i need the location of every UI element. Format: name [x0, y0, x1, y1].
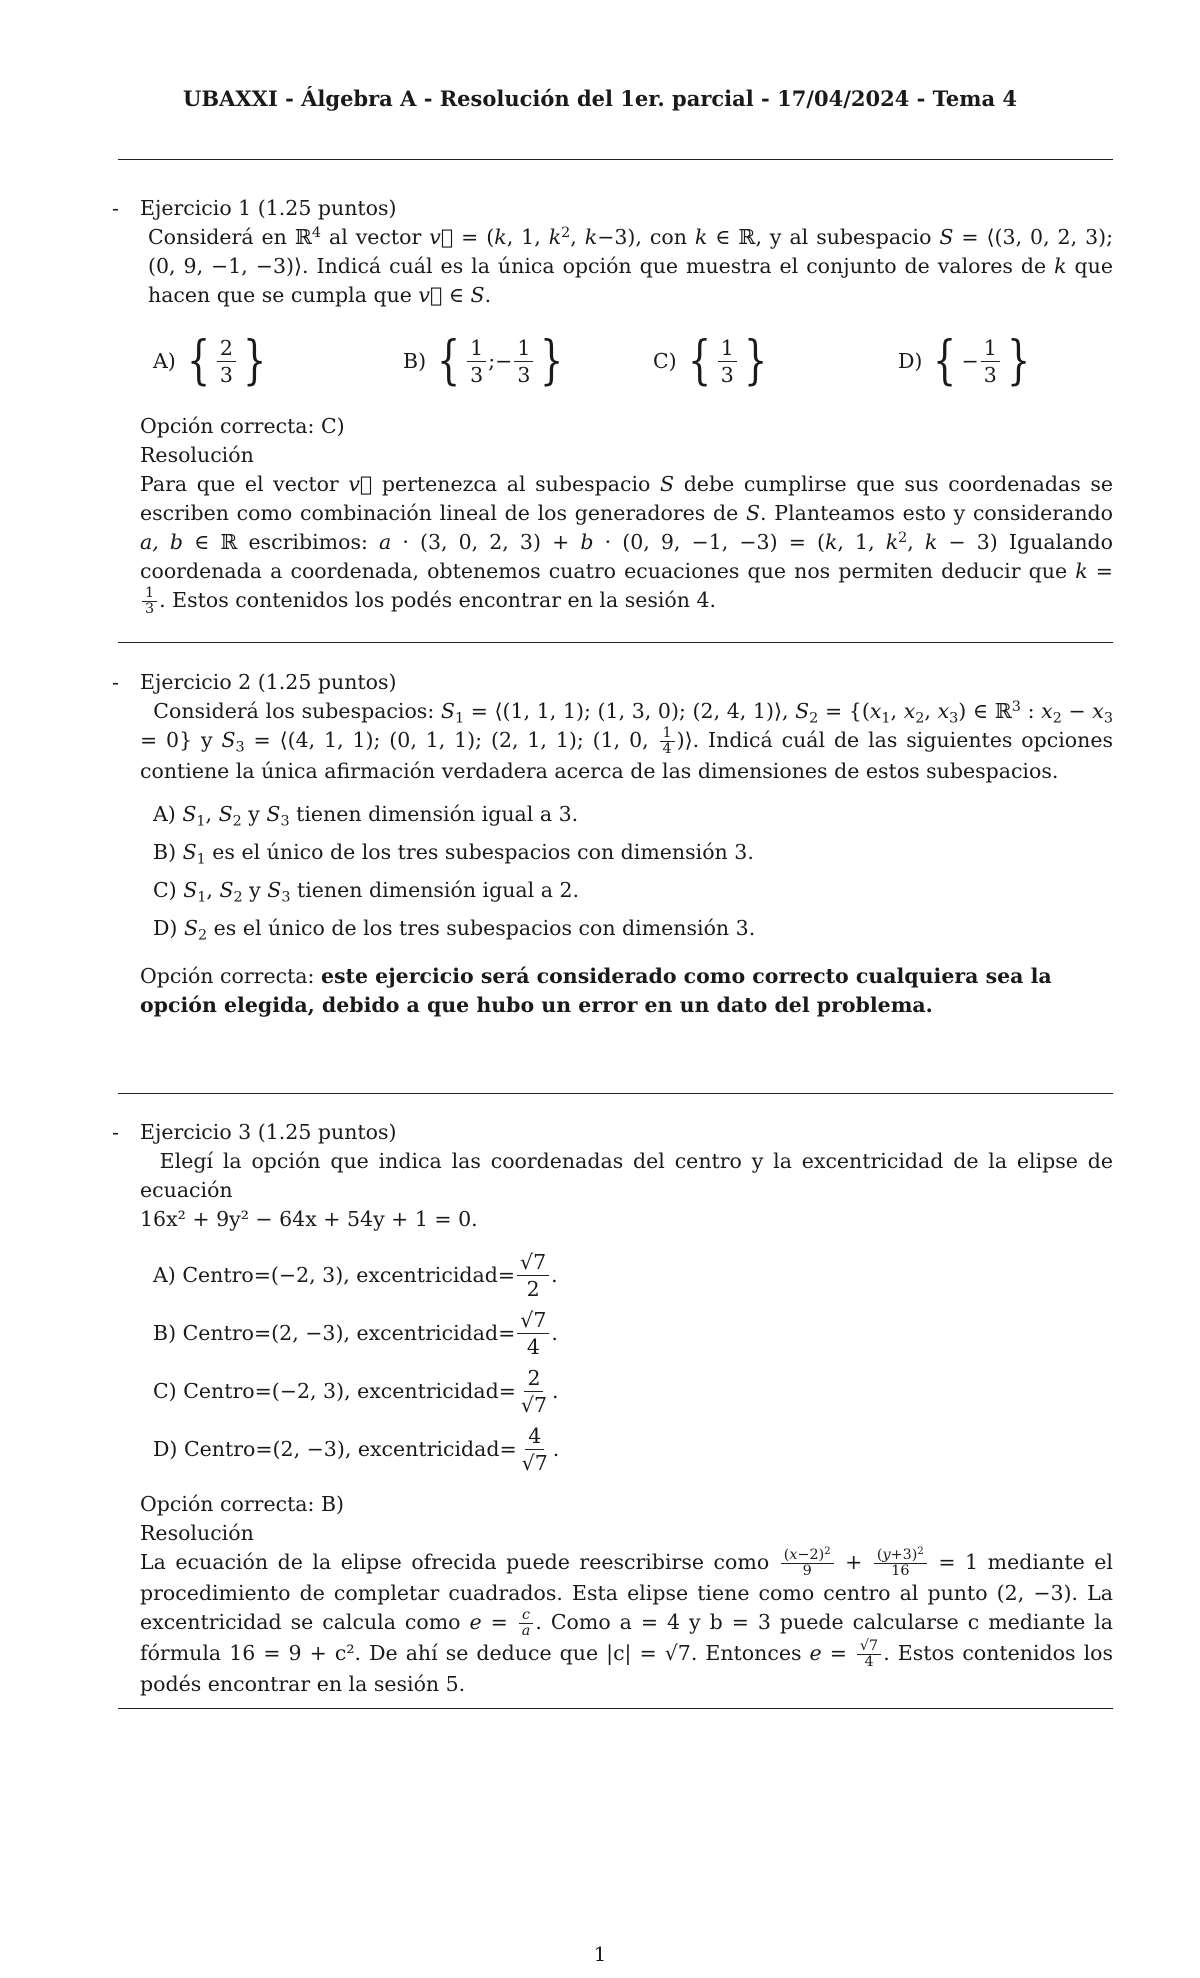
option-b: B) { $\frac{1}{3}$ ; − $\frac{1}{3}$ } [403, 331, 564, 391]
option-c: C) Centro=(−2, 3), excentricidad= $\frac{2}{√7}$ . [153, 1365, 559, 1417]
exercise-2-correct: Opción correcta: este ejercicio será considerado como correcto cualquiera sea la opción elegida, debido a que hubo un error en un dato del problema. [140, 964, 1052, 1017]
exercise-2-title: - Ejercicio 2 (1.25 puntos) [112, 670, 397, 694]
exercise-3-statement: Elegí la opción que indica las coordenadas del centro y la excentricidad de la elipse de ecuación [140, 1149, 1113, 1202]
option-d: D) { − $\frac{1}{3}$ } [898, 331, 1030, 391]
option-c: C) $S_1$, $S_2$ y $S_3$ tienen dimensión igual a 2. [153, 878, 580, 906]
exercise-1-title: - Ejercicio 1 (1.25 puntos) [112, 196, 397, 220]
exercise-3-resolution: La ecuación de la elipse ofrecida puede reescribirse como $\frac{(x-2)^2}{9}$ + $\frac{(y+3)^2}{16}$ = 1 mediante el procedimiento de completar cuadrados. Esta elipse tiene como centro al punto (2, −3). La excentricidad se calcula como e = $\frac{c}{a}$ . Como a = 4 y b = 3 puede calcularse c mediante la fórmula 16 = 9 + c². De ahí se deduce que |c| = √7. Entonces e = $\frac{√7}{4}$ . Estos contenidos los podés encontrar en la sesión 5. [140, 1545, 1113, 1696]
exercise-1 [112, 194, 1114, 617]
option-b: B) Centro=(2, −3), excentricidad= $\frac{√7}{4}$ . [153, 1307, 558, 1359]
exercise-3-correct: Opción correcta: B) [140, 1492, 345, 1516]
exercise-3 [112, 1118, 1113, 1699]
exercise-3-title: - Ejercicio 3 (1.25 puntos) [112, 1120, 397, 1144]
ellipse-equation: 16x² + 9y² − 64x + 54y + 1 = 0. [140, 1207, 478, 1231]
exercise-3-resolution-label: Resolución [140, 1521, 254, 1545]
exercise-1-statement: Considerá en ℝ$^4$ al vector v⃗ = (k, 1, $k^2$, k−3), con k ∈ ℝ, y al subespacio S = ⟨(3, 0, 2, 3); (0, 9, −1, −3)⟩. Indicá cuál es la única opción que muestra el conjunto de valores de k que hacen que se cumpla que v⃗ ∈ S. [148, 224, 1114, 307]
option-d: D) $S_2$ es el único de los tres subespacios con dimensión 3. [153, 916, 756, 944]
exercise-1-options [118, 324, 1113, 398]
option-d: D) Centro=(2, −3), excentricidad= $\frac{4}{√7}$ . [153, 1423, 560, 1475]
exercise-2-options [153, 800, 1113, 952]
exercise-2 [112, 668, 1113, 1020]
option-b: B) $S_1$ es el único de los tres subespacios con dimensión 3. [153, 840, 754, 868]
exercise-2-statement: Considerá los subespacios: $S_1$ = ⟨(1, 1, 1); (1, 3, 0); (2, 4, 1)⟩, $S_2 = \{(x_1$, $x_2$, $x_3$) ∈ ℝ$^3$ : $x_2 - x_3 = 0$} y $S_3$ = ⟨(4, 1, 1); (0, 1, 1); (2, 1, 1); (1, 0, $\frac{1}{4}$ )⟩. Indicá cuál de las siguientes opciones contiene la única afirmación verdadera acerca de las dimensiones de estos subespacios. [140, 698, 1113, 783]
option-a: A) { $\frac{2}{3}$ } [153, 331, 267, 391]
divider [118, 642, 1113, 643]
exercise-1-resolution: Para que el vector v⃗ pertenezca al subespacio S debe cumplirse que sus coordenadas se escriben como combinación lineal de los generadores de S. Planteamos esto y considerando a, b ∈ ℝ escribimos: a · (3, 0, 2, 3) + b · (0, 9, −1, −3) = (k, 1, $k^2$, k − 3) Igualando coordenada a coordenada, obtenemos cuatro ecuaciones que nos permiten deducir que k = $\frac{1}{3}$ . Estos contenidos los podés encontrar en la sesión 4. [140, 472, 1113, 617]
option-c: C) { $\frac{1}{3}$ } [653, 331, 767, 391]
exercise-1-resolution-label: Resolución [140, 443, 254, 467]
option-a: A) $S_1$, $S_2$ y $S_3$ tienen dimensión igual a 3. [153, 802, 579, 830]
divider [118, 1093, 1113, 1094]
page-header: UBAXXI - Álgebra A - Resolución del 1er. parcial - 17/04/2024 - Tema 4 [183, 86, 1017, 111]
exercise-3-options [153, 1246, 1113, 1478]
exercise-1-correct: Opción correcta: C) [140, 414, 345, 438]
page-number: 1 [593, 1942, 607, 1966]
divider [118, 1708, 1113, 1709]
option-a: A) Centro=(−2, 3), excentricidad= $\frac{√7}{2}$ . [153, 1249, 558, 1301]
divider [118, 159, 1113, 160]
